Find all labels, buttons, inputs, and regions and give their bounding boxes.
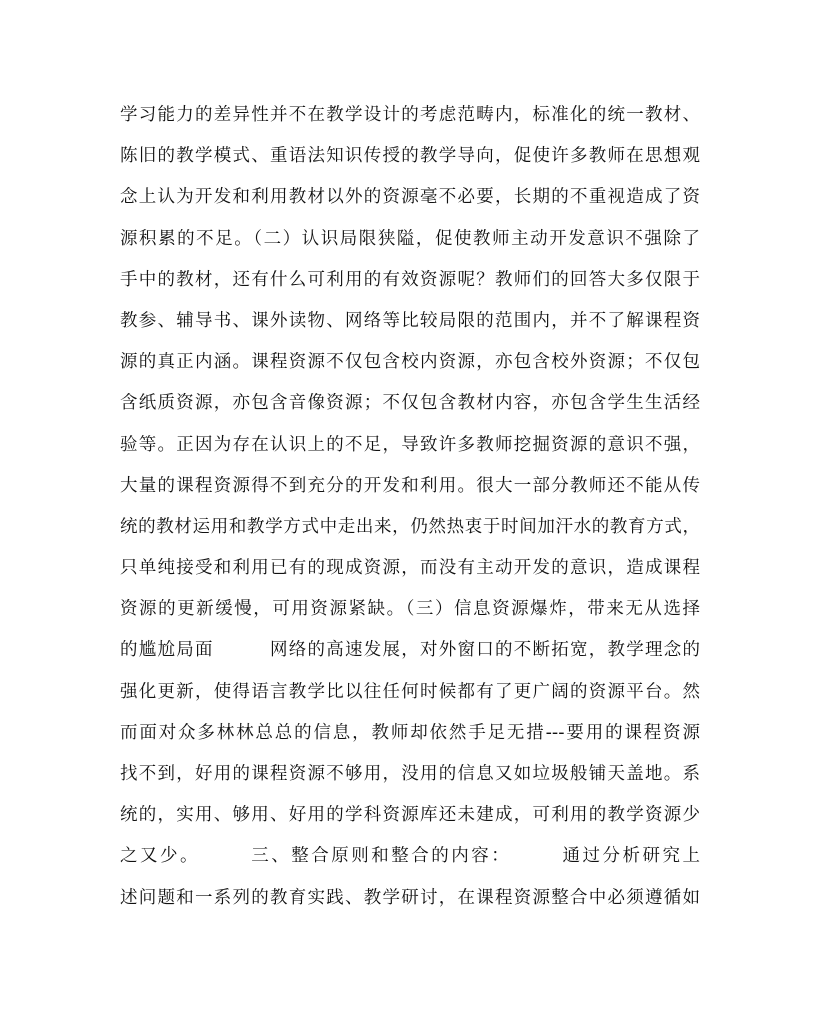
text-line-8: 含纸质资源，亦包含音像资源；不仅包含教材内容，亦包含学生生活经 [120, 393, 700, 414]
text-line-19: 之又少。 三、整合原则和整合的内容： 通过分析研究上 [120, 846, 700, 867]
text-line-18: 统的，实用、够用、好用的学科资源库还未建成，可利用的教学资源少 [120, 805, 700, 826]
text-line-6: 教参、辅导书、课外读物、网络等比较局限的范围内，并不了解课程资 [120, 310, 700, 331]
text-line-12: 只单纯接受和利用已有的现成资源，而没有主动开发的意识，造成课程 [120, 558, 700, 579]
text-line-14: 的尴尬局面 网络的高速发展，对外窗口的不断拓宽，教学理念的 [120, 640, 700, 661]
text-line-9: 验等。正因为存在认识上的不足，导致许多教师挖掘资源的意识不强， [120, 434, 700, 455]
text-line-20: 述问题和一系列的教育实践、教学研讨，在课程资源整合中必须遵循如 [120, 887, 700, 908]
text-line-3: 念上认为开发和利用教材以外的资源毫不必要，长期的不重视造成了资 [120, 187, 700, 208]
text-line-7: 源的真正内涵。课程资源不仅包含校内资源，亦包含校外资源；不仅包 [120, 352, 700, 373]
text-line-11: 统的教材运用和教学方式中走出来，仍然热衷于时间加汗水的教育方式， [120, 516, 700, 537]
text-line-4: 源积累的不足。（二）认识局限狭隘，促使教师主动开发意识不强除了 [120, 228, 700, 249]
text-line-17: 找不到，好用的课程资源不够用，没用的信息又如垃圾般铺天盖地。系 [120, 764, 700, 784]
text-line-13: 资源的更新缓慢，可用资源紧缺。（三）信息资源爆炸，带来无从选择 [120, 599, 700, 620]
text-line-2: 陈旧的教学模式、重语法知识传授的教学导向，促使许多教师在思想观 [120, 146, 700, 167]
text-line-5: 手中的教材，还有什么可利用的有效资源呢？教师们的回答大多仅限于 [120, 269, 700, 290]
text-line-10: 大量的课程资源得不到充分的开发和利用。很大一部分教师还不能从传 [120, 475, 700, 496]
text-line-15: 强化更新，使得语言教学比以往任何时候都有了更广阔的资源平台。然 [120, 681, 700, 702]
text-line-1: 学习能力的差异性并不在教学设计的考虑范畴内，标准化的统一教材、 [120, 105, 700, 125]
text-line-16: 而面对众多林林总总的信息，教师却依然手足无措---要用的课程资源 [120, 722, 700, 743]
body-text [120, 95, 700, 919]
